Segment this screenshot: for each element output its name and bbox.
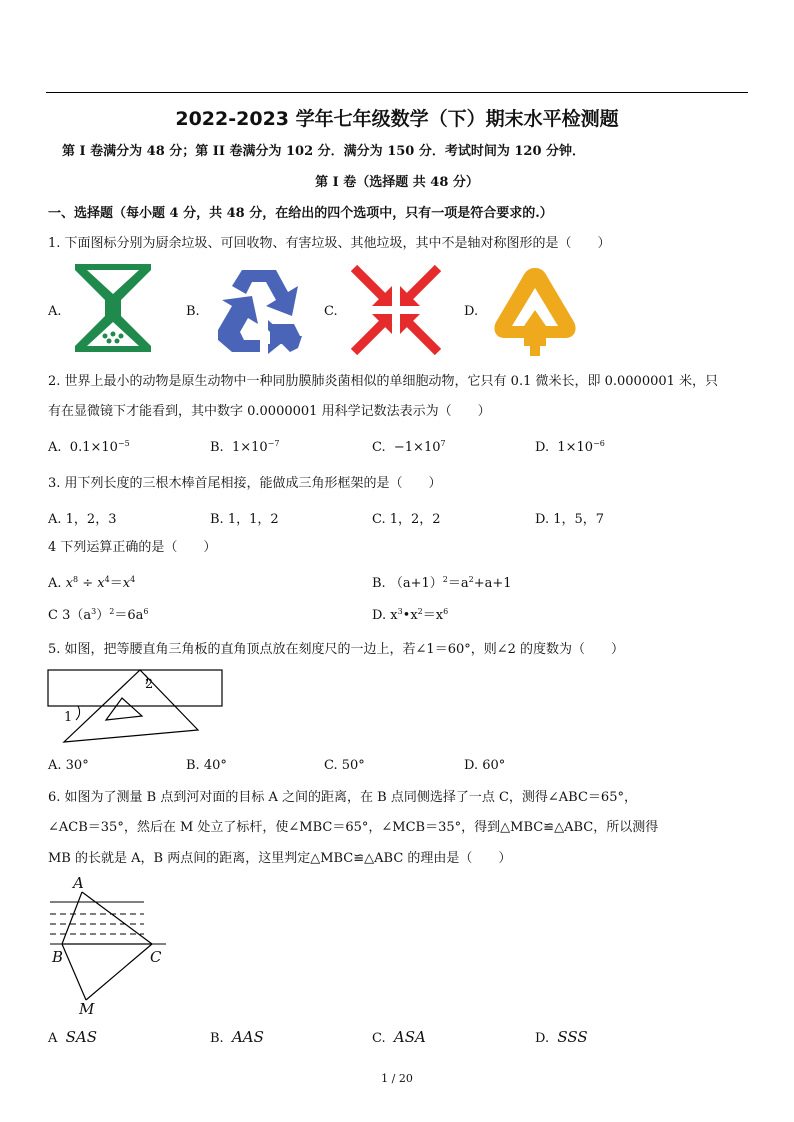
point-a-label: A [73,874,84,892]
q3-option-c: C. 1，2，2 [372,512,441,527]
q3-option-d: D. 1，5，7 [535,512,605,527]
q4-option-d: D. $x^3•x^2=x^6$ [372,607,449,623]
q2-option-c: C. $-1\times 10^7$ [372,439,446,455]
q6-stem-line1: 6. 如图为了测量 B 点到河对面的目标 A 之间的距离，在 B 点同侧选择了一点 C，测得∠ABC＝65°， [48,790,637,805]
q2-stem-line2: 有在显微镜下才能看到，其中数字 0.0000001 用科学记数法表示为（ ） [48,404,491,419]
page-title: 2022-2023 学年七年级数学（下）期末水平检测题 [175,108,619,130]
q5-option-c: C. 50° [324,758,365,773]
q6-option-a: A SAS [48,1028,98,1046]
header-rule [46,92,748,93]
q6-option-c: C. ASA [372,1028,426,1046]
q5-option-d: D. 60° [464,758,506,773]
page-number: 1 / 20 [381,1072,413,1085]
q3-stem: 3. 用下列长度的三根木棒首尾相接，能做成三角形框架的是（ ） [48,476,442,491]
q4-option-a: A. $x^8 \div x^4=x^4$ [48,575,136,591]
q1-label-b: B. [186,304,200,319]
q3-option-b: B. 1，1，2 [210,512,279,527]
q6-stem-line2: ∠ACB＝35°，然后在 M 处立了标杆，使∠MBC＝65°，∠MCB＝35°，得到△MBC≌△ABC，所以测得 [48,820,659,835]
point-c-label: C [150,948,162,966]
q1-label-d: D. [464,304,479,319]
q5-ruler-triangle-figure [46,666,226,746]
q4-stem: 4 下列运算正确的是（ ） [48,540,217,555]
q5-angle-1-label: 1 [64,710,73,725]
q4-option-c: C $3(a^3)^2=6a^6$ [48,607,149,623]
part-title: 第 I 卷（选择题 共 48 分） [315,175,479,190]
q5-angle-2-label: 2 [145,677,154,692]
section-heading: 一、选择题（每小题 4 分，共 48 分，在给出的四个选项中，只有一项是符合要求的.） [48,206,553,221]
q1-stem: 1. 下面图标分别为厨余垃圾、可回收物、有害垃圾、其他垃圾，其中不是轴对称图形的是（ ） [48,236,611,251]
point-b-label: B [52,948,64,966]
q6-option-b: B. AAS [210,1028,264,1046]
q1-label-c: C. [324,304,338,319]
q6-option-d: D. SSS [535,1028,588,1046]
q2-stem-line1: 2. 世界上最小的动物是原生动物中一种同肋膜肺炎菌相似的单细胞动物，它只有 0.1 微米长，即 0.0000001 米，只 [48,374,719,389]
q5-option-b: B. 40° [186,758,227,773]
q1-label-a: A. [48,304,62,319]
point-m-label: M [79,1000,95,1018]
q6-stem-line3: MB 的长就是 A，B 两点间的距离，这里判定△MBC≌△ABC 的理由是（ ） [48,851,512,866]
q5-stem: 5. 如图，把等腰直角三角板的直角顶点放在刻度尺的一边上，若∠1＝60°，则∠2 的度数为（ ） [48,642,625,657]
kitchen-waste-icon [73,262,153,354]
q2-option-b: B. $1\times 10^{-7}$ [210,439,280,455]
q4-option-b: B. $(a+1)^2=a^2+a+1$ [372,575,512,591]
q5-option-a: A. 30° [48,758,89,773]
q2-option-d: D. $1\times 10^{-6}$ [535,439,605,455]
other-waste-icon [492,266,578,358]
recycle-icon [212,266,306,354]
exam-info: 第 I 卷满分为 48 分；第 II 卷满分为 102 分．满分为 150 分．考试时间为 120 分钟． [62,144,586,159]
q2-option-a: A. $0.1\times 10^{-5}$ [48,439,130,455]
q3-option-a: A. 1，2，3 [48,512,117,527]
hazardous-waste-icon [350,264,442,356]
